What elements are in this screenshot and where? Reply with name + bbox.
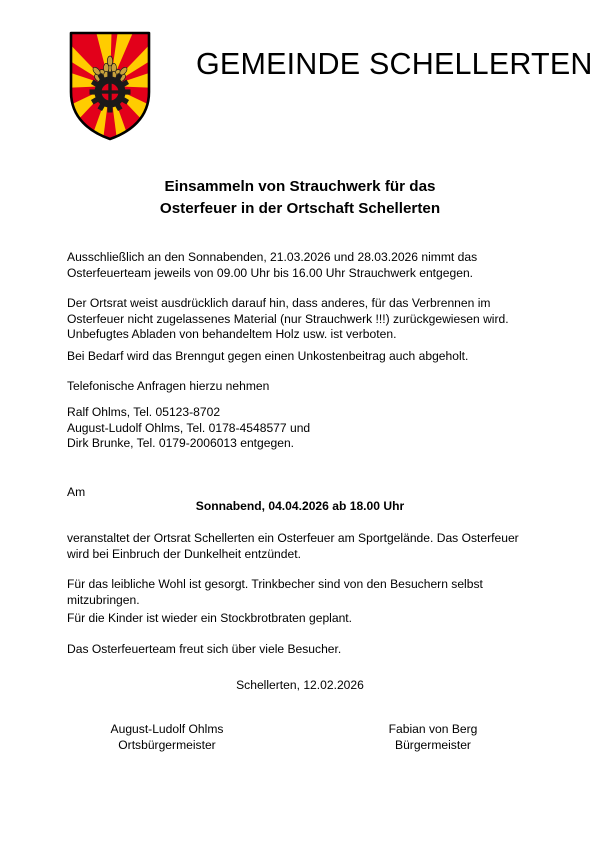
schellerten-coat-of-arms-icon [68,30,152,142]
am-label-text: Am [67,485,86,499]
contact-line-3: Dirk Brunke, Tel. 0179-2006013 entgegen. [67,436,295,451]
inquiries-intro-text: Telefonische Anfragen hierzu nehmen [67,379,270,393]
material-notice-text: Der Ortsrat weist ausdrücklich darauf hin, dass anderes, für das Verbrennen im Osterfeuer nicht zugelassenes Material (nur Strauchwerk !!!) zurückgewiesen wird. Unbefugtes Abladen von behandeltem Holz usw. ist verboten. [67,296,509,342]
document-header [0,0,600,160]
contact-line-2: August-Ludolf Ohlms, Tel. 0178-4548577 und [67,420,311,435]
kids-activity-text: Für die Kinder ist wieder ein Stockbrotbraten geplant. [67,611,353,625]
paragraph-material-notice [67,296,533,343]
document-title [67,176,533,220]
place-and-date: Schellerten, 12.02.2026 [236,678,364,692]
collection-hours-text: Ausschließlich an den Sonnabenden, 21.03.2026 und 28.03.2026 nimmt das Osterfeuerteam jeweils von 09.00 Uhr bis 16.00 Uhr Strauchwerk entgegen. [67,250,478,280]
paragraph-closing-thanks [67,642,533,658]
paragraph-catering [67,577,533,608]
paragraph-pickup-service [67,349,533,365]
paragraph-inquiries-intro [67,379,533,395]
contact-list [67,405,533,452]
signature-left [67,722,267,753]
paragraph-kids-activity [67,611,533,627]
event-description-text: veranstaltet der Ortsrat Schellerten ein Osterfeuer am Sportgelände. Das Osterfeuer wird bei Einbruch der Dunkelheit entzündet. [67,531,519,561]
document-title-line-1: Einsammeln von Strauchwerk für das [164,178,436,195]
paragraph-event-description [67,531,533,562]
signature-left-name: August-Ludolf Ohlms [110,722,224,736]
pickup-service-text: Bei Bedarf wird das Brenngut gegen einen Unkostenbeitrag auch abgeholt. [67,349,469,363]
closing-thanks-text: Das Osterfeuerteam freut sich über viele Besucher. [67,642,342,656]
contact-line-1: Ralf Ohlms, Tel. 05123-8702 [67,405,221,419]
signature-right-role: Bürgermeister [395,737,471,752]
signature-left-role: Ortsbürgermeister [118,737,216,752]
page-title: GEMEINDE SCHELLERTEN [196,47,593,81]
event-date-highlight [67,499,533,515]
paragraph-collection-hours [67,250,533,281]
signature-right-name: Fabian von Berg [388,722,478,736]
event-date-text: Sonnabend, 04.04.2026 ab 18.00 Uhr [195,499,405,513]
signature-block [67,722,533,753]
document-title-line-2: Osterfeuer in der Ortschaft Schellerten [159,200,441,217]
signature-right [333,722,533,753]
catering-text: Für das leibliche Wohl ist gesorgt. Trinkbecher sind von den Besuchern selbst mitzubringen. [67,577,483,607]
